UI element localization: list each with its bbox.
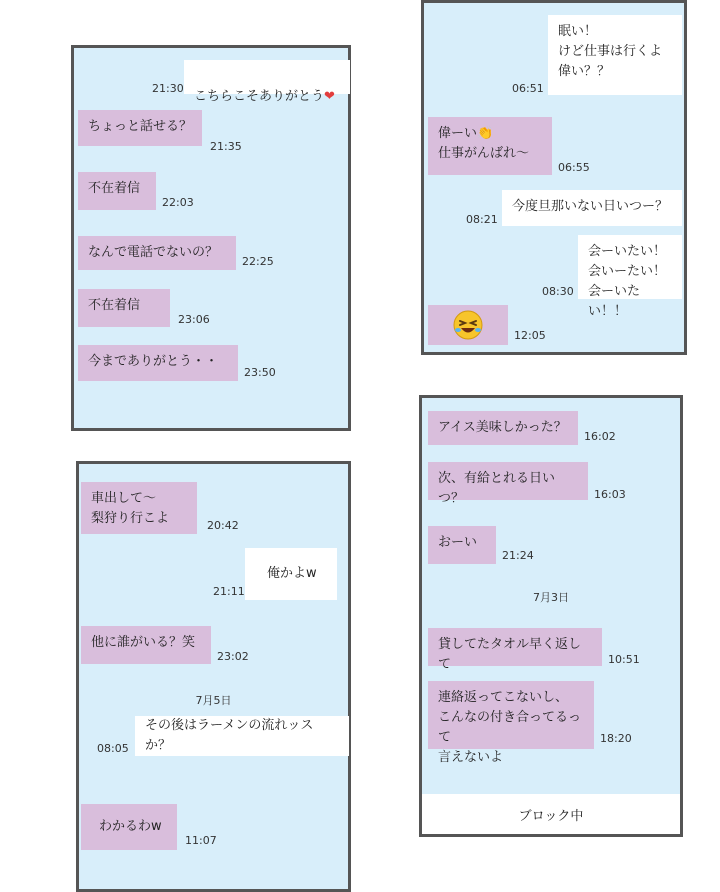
missed-call-bubble[interactable]: 不在着信 (78, 172, 156, 210)
timestamp: 23:02 (217, 650, 249, 663)
message-bubble[interactable]: 会ーいたい！ 会いーたい！ 会ーいたい！！ (578, 235, 682, 299)
timestamp: 08:05 (97, 742, 129, 755)
timestamp: 16:02 (584, 430, 616, 443)
blocked-status-bar: ブロック中 (422, 794, 680, 834)
sticker-bubble[interactable] (428, 305, 508, 345)
timestamp: 11:07 (185, 834, 217, 847)
timestamp: 10:51 (608, 653, 640, 666)
timestamp: 12:05 (514, 329, 546, 342)
timestamp: 21:30 (152, 82, 184, 95)
timestamp: 21:24 (502, 549, 534, 562)
message-bubble[interactable]: その後はラーメンの流れッスか？ (135, 716, 349, 756)
message-bubble[interactable]: 今までありがとう・・ (78, 345, 238, 381)
message-bubble[interactable]: 眠い！ けど仕事は行くよ 偉い？？ (548, 15, 682, 95)
timestamp: 18:20 (600, 732, 632, 745)
message-bubble[interactable]: おーい (428, 526, 496, 564)
message-bubble[interactable]: なんで電話でないの？ (78, 236, 236, 270)
timestamp: 23:06 (178, 313, 210, 326)
message-bubble[interactable]: 他に誰がいる？笑 (81, 626, 211, 664)
laughing-rolling-emoji-icon (452, 309, 484, 341)
message-bubble[interactable]: ちょっと話せる？ (78, 110, 202, 146)
missed-call-bubble[interactable]: 不在着信 (78, 289, 170, 327)
heart-icon: ❤ (324, 89, 335, 104)
timestamp: 23:50 (244, 366, 276, 379)
message-bubble[interactable]: 次、有給とれる日いつ？ (428, 462, 588, 500)
timestamp: 16:03 (594, 488, 626, 501)
message-bubble[interactable]: 偉ーい👏 仕事がんばれ〜 (428, 117, 552, 175)
timestamp: 22:25 (242, 255, 274, 268)
message-bubble[interactable]: わかるわw (81, 804, 177, 850)
message-bubble[interactable]: 車出して〜 梨狩り行こよ (81, 482, 197, 534)
message-bubble[interactable]: 今度旦那いない日いつー？ (502, 190, 682, 226)
chat-panel-2 (421, 0, 687, 355)
timestamp: 08:30 (542, 285, 574, 298)
message-bubble[interactable]: アイス美味しかった？ (428, 411, 578, 445)
chat-panel-3 (76, 461, 351, 892)
message-bubble[interactable]: 連絡返ってこないし、 こんなの付き合ってるって 言えないよ (428, 681, 594, 749)
message-bubble[interactable]: 貸してたタオル早く返して (428, 628, 602, 666)
timestamp: 22:03 (162, 196, 194, 209)
timestamp: 21:35 (210, 140, 242, 153)
message-text: こちらこそありがとう (194, 89, 325, 104)
message-bubble[interactable] (184, 60, 350, 104)
date-separator: 7月3日 (533, 591, 569, 604)
timestamp: 08:21 (466, 213, 498, 226)
timestamp: 20:42 (207, 519, 239, 532)
chat-panel-1 (71, 45, 351, 431)
timestamp: 06:51 (512, 82, 544, 95)
chat-panel-4 (419, 395, 683, 837)
timestamp: 06:55 (558, 161, 590, 174)
date-separator: 7月5日 (195, 694, 232, 707)
timestamp: 21:11 (213, 585, 245, 598)
message-bubble[interactable]: 俺かよw (245, 548, 337, 600)
